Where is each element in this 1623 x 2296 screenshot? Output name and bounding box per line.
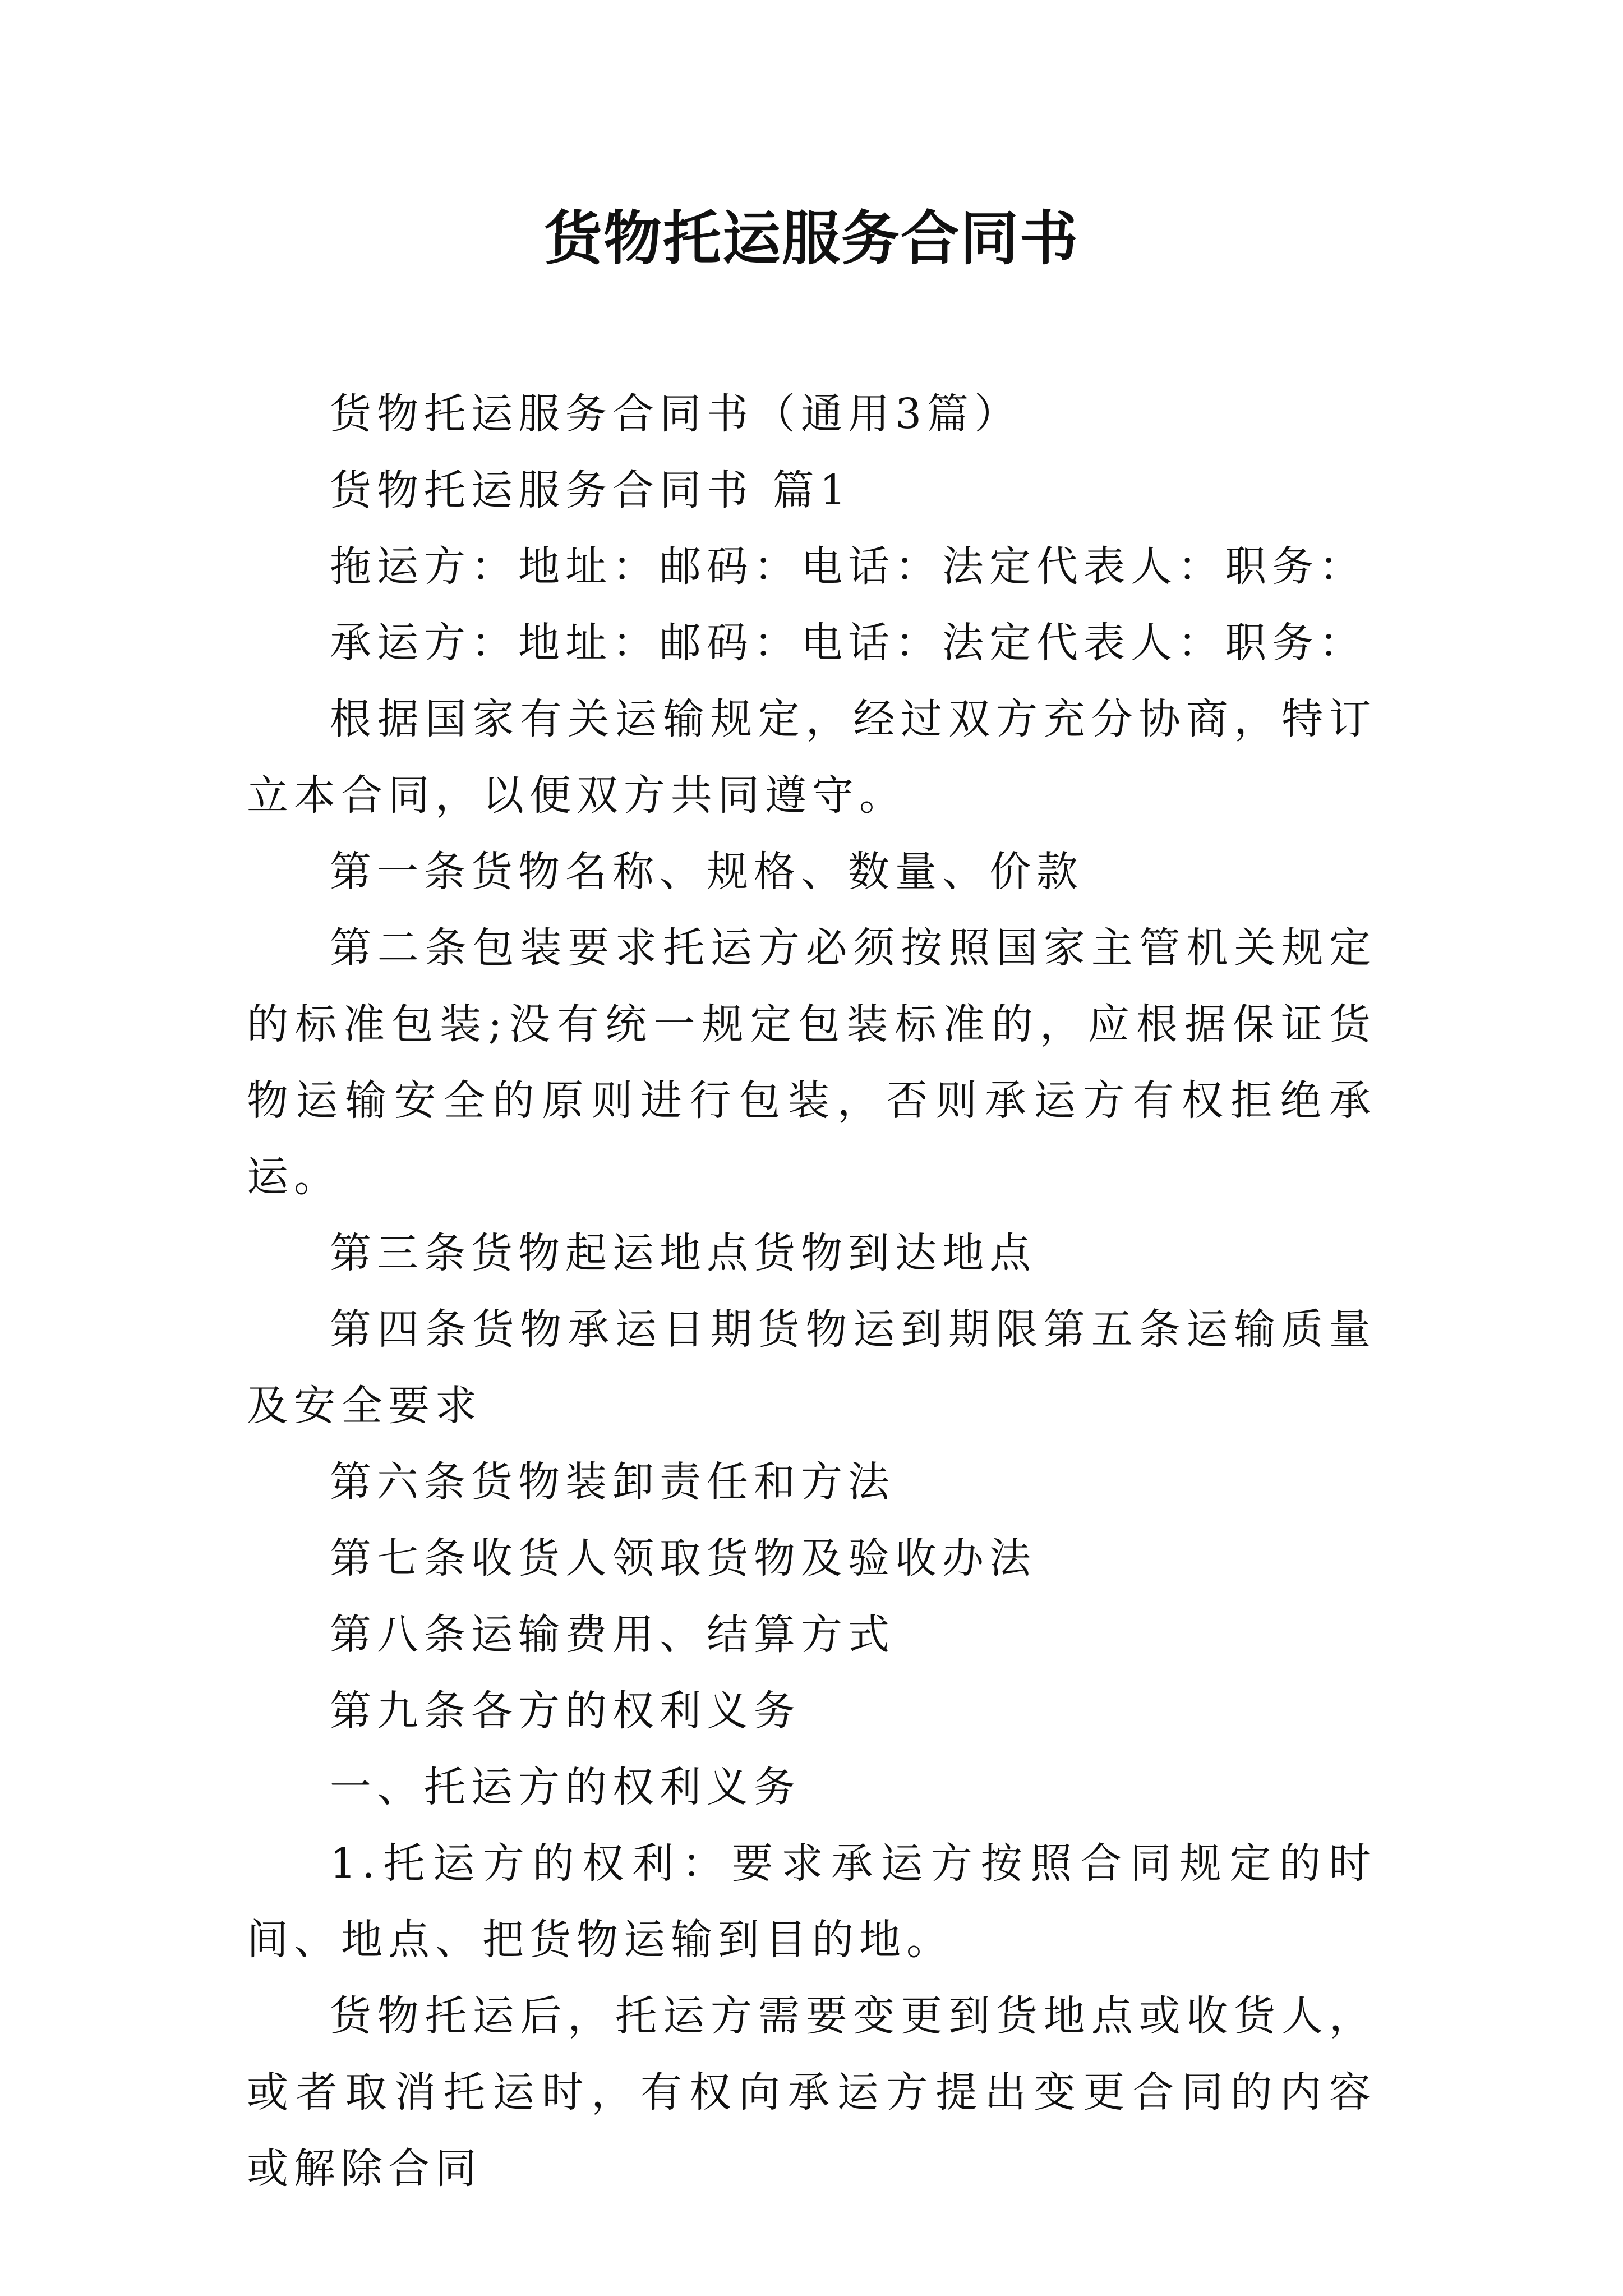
paragraph-subtitle: 货物托运服务合同书（通用3篇）	[330, 390, 1022, 438]
paragraph-shipper-rights-1: 1.托运方的权利：要求承运方按照合同规定的时间、地点、把货物运输到目的地。	[247, 1839, 1376, 1964]
paragraph-shipper-info: 拖运方：地址：邮码：电话：法定代表人：职务：	[330, 542, 1366, 591]
paragraph-article-7: 第七条收货人领取货物及验收办法	[330, 1534, 1036, 1582]
document-body	[247, 376, 1376, 2207]
paragraph-article-6: 第六条货物装卸责任和方法	[330, 1458, 895, 1506]
paragraph-article-3: 第三条货物起运地点货物到达地点	[330, 1229, 1036, 1277]
paragraph-article-2: 第二条包装要求托运方必须按照国家主管机关规定的标准包装;没有统一规定包装标准的，应根据保证货物运输安全的原则进行包装，否则承运方有权拒绝承运。	[247, 924, 1376, 1201]
paragraph-preamble: 根据国家有关运输规定，经过双方充分协商，特订立本合同，以便双方共同遵守。	[247, 695, 1376, 820]
document-title: 货物托运服务合同书	[543, 204, 1079, 273]
paragraph-article-8: 第八条运输费用、结算方式	[330, 1611, 895, 1659]
paragraph-carrier-info: 承运方：地址：邮码：电话：法定代表人：职务：	[330, 619, 1366, 667]
paragraph-shipper-rights-heading: 一、托运方的权利义务	[330, 1763, 801, 1811]
paragraph-article-9: 第九条各方的权利义务	[330, 1687, 801, 1735]
paragraph-section-heading: 货物托运服务合同书 篇1	[330, 466, 852, 514]
paragraph-article-4-5: 第四条货物承运日期货物运到期限第五条运输质量及安全要求	[247, 1305, 1376, 1430]
paragraph-shipper-change: 货物托运后，托运方需要变更到货地点或收货人，或者取消托运时，有权向承运方提出变更合同的内容或解除合同	[247, 1992, 1376, 2193]
paragraph-article-1: 第一条货物名称、规格、数量、价款	[330, 848, 1083, 896]
